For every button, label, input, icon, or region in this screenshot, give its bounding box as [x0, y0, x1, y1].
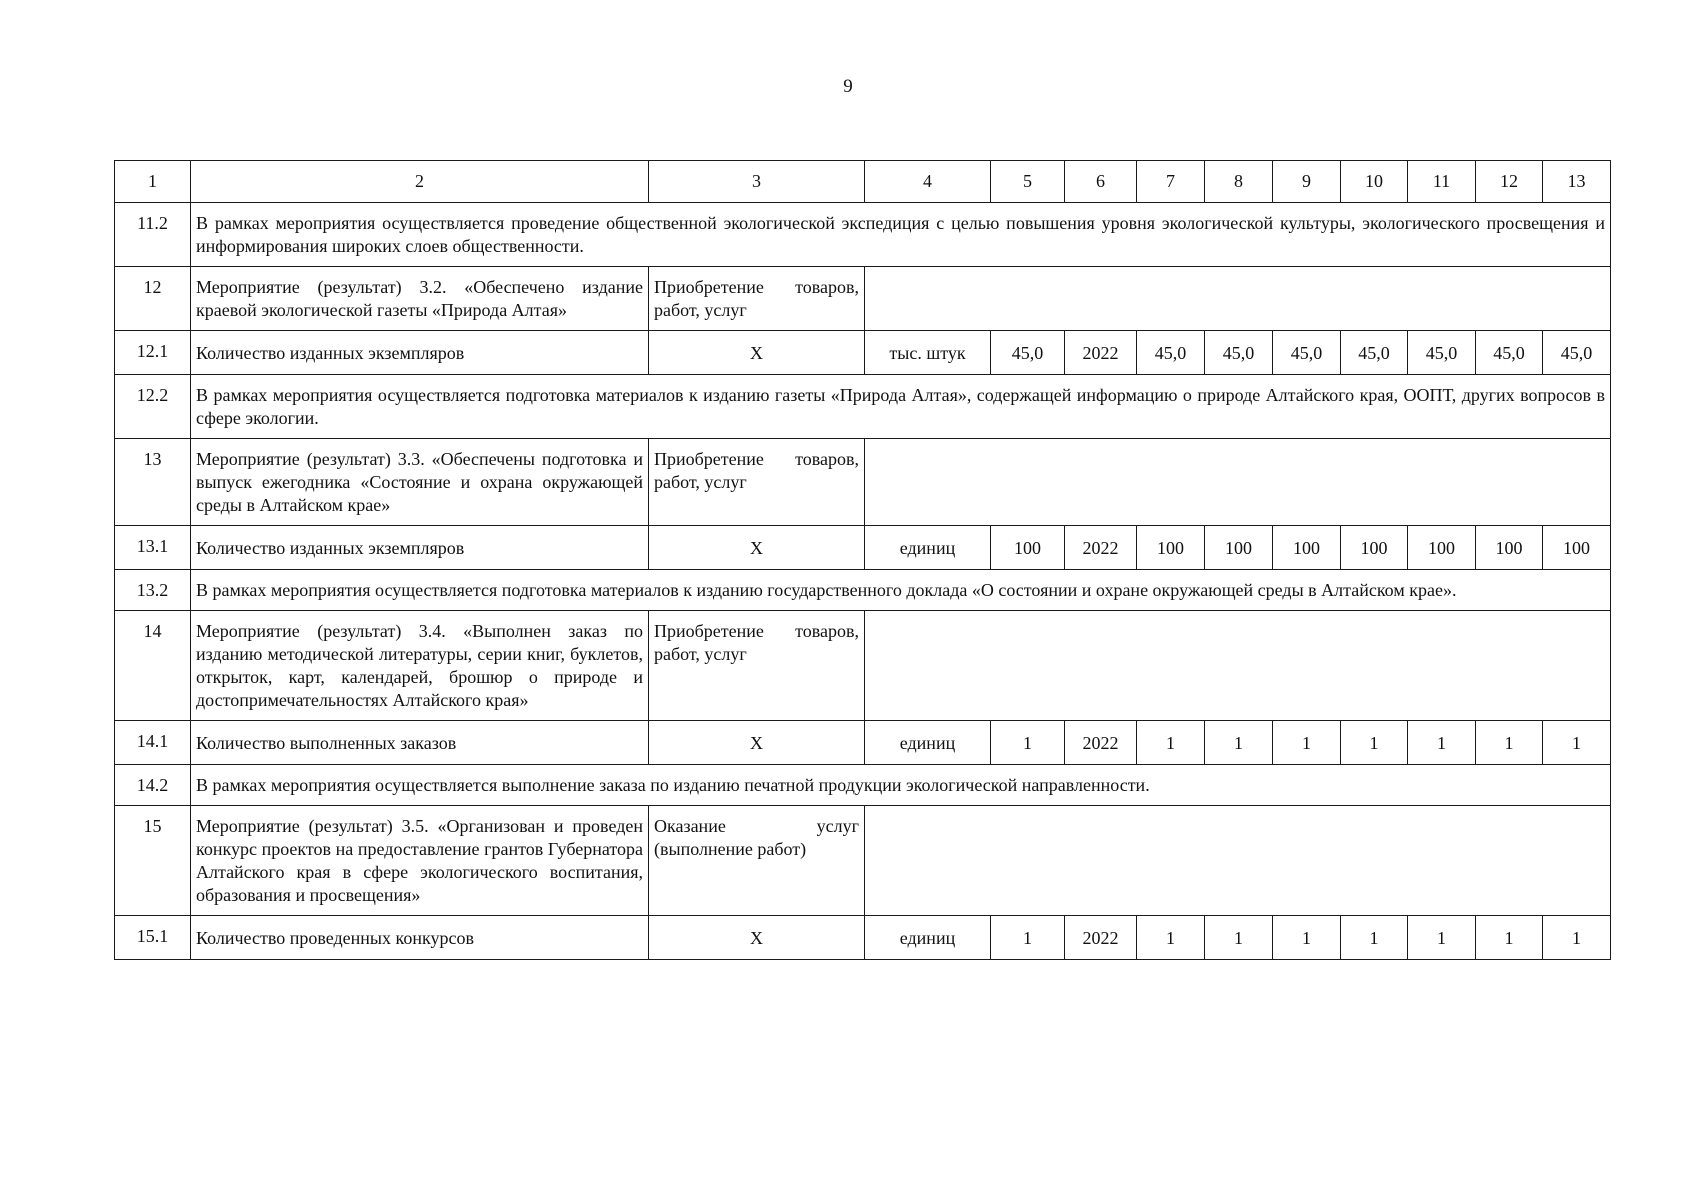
- event-row: [115, 267, 1611, 331]
- description-row: [115, 570, 1611, 611]
- event-type: Приобретение товаров, работ, услуг: [649, 611, 865, 721]
- indicator-value: 1: [1273, 916, 1341, 960]
- indicator-value: 1: [1205, 916, 1273, 960]
- indicator-mark: Х: [649, 331, 865, 375]
- indicator-value: 100: [1273, 526, 1341, 570]
- row-number: 13.1: [115, 526, 191, 570]
- description-row: [115, 203, 1611, 267]
- description-text: В рамках мероприятия осуществляется подготовка материалов к изданию газеты «Природа Алтая», содержащей информацию о природе Алтайского края, ООПТ, других вопросов в сфере экологии.: [191, 375, 1611, 439]
- event-title: Мероприятие (результат) 3.3. «Обеспечены подготовка и выпуск ежегодника «Состояние и охрана окружающей среды в Алтайском крае»: [191, 439, 649, 526]
- indicator-value: 1: [1137, 916, 1205, 960]
- column-header-13: 13: [1543, 161, 1611, 203]
- indicator-unit: единиц: [865, 916, 991, 960]
- description-text: В рамках мероприятия осуществляется проведение общественной экологической экспедиция с целью повышения уровня экологической культуры, экологического просвещения и информирования широких слоев общественности.: [191, 203, 1611, 267]
- indicator-row: [115, 331, 1611, 375]
- column-header-7: 7: [1137, 161, 1205, 203]
- indicator-unit: единиц: [865, 721, 991, 765]
- indicator-value: 45,0: [991, 331, 1065, 375]
- indicator-value: 100: [1476, 526, 1543, 570]
- row-number: 12.2: [115, 375, 191, 439]
- page-number: 9: [843, 76, 853, 97]
- column-header-10: 10: [1341, 161, 1408, 203]
- description-text: В рамках мероприятия осуществляется выполнение заказа по изданию печатной продукции экологической направленности.: [191, 765, 1611, 806]
- event-empty-area: [865, 611, 1611, 721]
- row-number: 13: [115, 439, 191, 526]
- indicator-value: 1: [1476, 721, 1543, 765]
- column-header-2: 2: [191, 161, 649, 203]
- description-row: [115, 765, 1611, 806]
- indicator-value: 1: [991, 721, 1065, 765]
- indicator-value: 1: [991, 916, 1065, 960]
- event-type: Оказание услуг (выполнение работ): [649, 806, 865, 916]
- column-header-12: 12: [1476, 161, 1543, 203]
- indicator-name: Количество выполненных заказов: [191, 721, 649, 765]
- indicator-value: 100: [1137, 526, 1205, 570]
- row-number: 15: [115, 806, 191, 916]
- indicator-value: 1: [1273, 721, 1341, 765]
- column-header-4: 4: [865, 161, 991, 203]
- indicator-value: 100: [1408, 526, 1476, 570]
- event-row: [115, 439, 1611, 526]
- event-type: Приобретение товаров, работ, услуг: [649, 439, 865, 526]
- row-number: 13.2: [115, 570, 191, 611]
- indicator-value: 1: [1476, 916, 1543, 960]
- indicator-value: 2022: [1065, 526, 1137, 570]
- indicator-value: 45,0: [1205, 331, 1273, 375]
- column-header-6: 6: [1065, 161, 1137, 203]
- indicator-value: 1: [1543, 916, 1611, 960]
- indicator-value: 45,0: [1137, 331, 1205, 375]
- row-number: 12.1: [115, 331, 191, 375]
- indicator-value: 45,0: [1273, 331, 1341, 375]
- indicator-value: 45,0: [1543, 331, 1611, 375]
- indicator-name: Количество изданных экземпляров: [191, 526, 649, 570]
- row-number: 11.2: [115, 203, 191, 267]
- indicator-value: 100: [1341, 526, 1408, 570]
- event-empty-area: [865, 439, 1611, 526]
- row-number: 14: [115, 611, 191, 721]
- row-number: 14.2: [115, 765, 191, 806]
- event-row: [115, 806, 1611, 916]
- column-header-3: 3: [649, 161, 865, 203]
- description-row: [115, 375, 1611, 439]
- indicator-value: 1: [1408, 721, 1476, 765]
- indicator-value: 45,0: [1476, 331, 1543, 375]
- indicator-value: 1: [1543, 721, 1611, 765]
- event-title: Мероприятие (результат) 3.5. «Организован и проведен конкурс проектов на предоставление грантов Губернатора Алтайского края в сфере экологического воспитания, образования и просвещения»: [191, 806, 649, 916]
- indicator-value: 2022: [1065, 916, 1137, 960]
- table-body: [115, 161, 1611, 960]
- indicator-value: 100: [1205, 526, 1273, 570]
- event-empty-area: [865, 267, 1611, 331]
- indicator-row: [115, 526, 1611, 570]
- column-header-8: 8: [1205, 161, 1273, 203]
- indicator-row: [115, 721, 1611, 765]
- indicator-value: 1: [1341, 916, 1408, 960]
- indicator-value: 2022: [1065, 721, 1137, 765]
- header-row: [115, 161, 1611, 203]
- indicator-value: 45,0: [1341, 331, 1408, 375]
- column-header-9: 9: [1273, 161, 1341, 203]
- indicator-mark: Х: [649, 916, 865, 960]
- indicator-value: 100: [991, 526, 1065, 570]
- indicator-unit: единиц: [865, 526, 991, 570]
- event-empty-area: [865, 806, 1611, 916]
- program-table: [114, 160, 1611, 960]
- indicator-value: 100: [1543, 526, 1611, 570]
- description-text: В рамках мероприятия осуществляется подготовка материалов к изданию государственного доклада «О состоянии и охране окружающей среды в Алтайском крае».: [191, 570, 1611, 611]
- row-number: 14.1: [115, 721, 191, 765]
- indicator-row: [115, 916, 1611, 960]
- event-row: [115, 611, 1611, 721]
- indicator-value: 1: [1408, 916, 1476, 960]
- column-header-1: 1: [115, 161, 191, 203]
- indicator-value: 1: [1341, 721, 1408, 765]
- row-number: 15.1: [115, 916, 191, 960]
- indicator-mark: Х: [649, 526, 865, 570]
- event-type: Приобретение товаров, работ, услуг: [649, 267, 865, 331]
- row-number: 12: [115, 267, 191, 331]
- indicator-value: 2022: [1065, 331, 1137, 375]
- indicator-value: 1: [1205, 721, 1273, 765]
- indicator-mark: Х: [649, 721, 865, 765]
- indicator-name: Количество проведенных конкурсов: [191, 916, 649, 960]
- column-header-11: 11: [1408, 161, 1476, 203]
- indicator-value: 1: [1137, 721, 1205, 765]
- indicator-unit: тыс. штук: [865, 331, 991, 375]
- indicator-value: 45,0: [1408, 331, 1476, 375]
- indicator-name: Количество изданных экземпляров: [191, 331, 649, 375]
- column-header-5: 5: [991, 161, 1065, 203]
- event-title: Мероприятие (результат) 3.2. «Обеспечено издание краевой экологической газеты «Природа Алтая»: [191, 267, 649, 331]
- event-title: Мероприятие (результат) 3.4. «Выполнен заказ по изданию методической литературы, серии книг, буклетов, открыток, карт, календарей, брошюр о природе и достопримечательностях Алтайского края»: [191, 611, 649, 721]
